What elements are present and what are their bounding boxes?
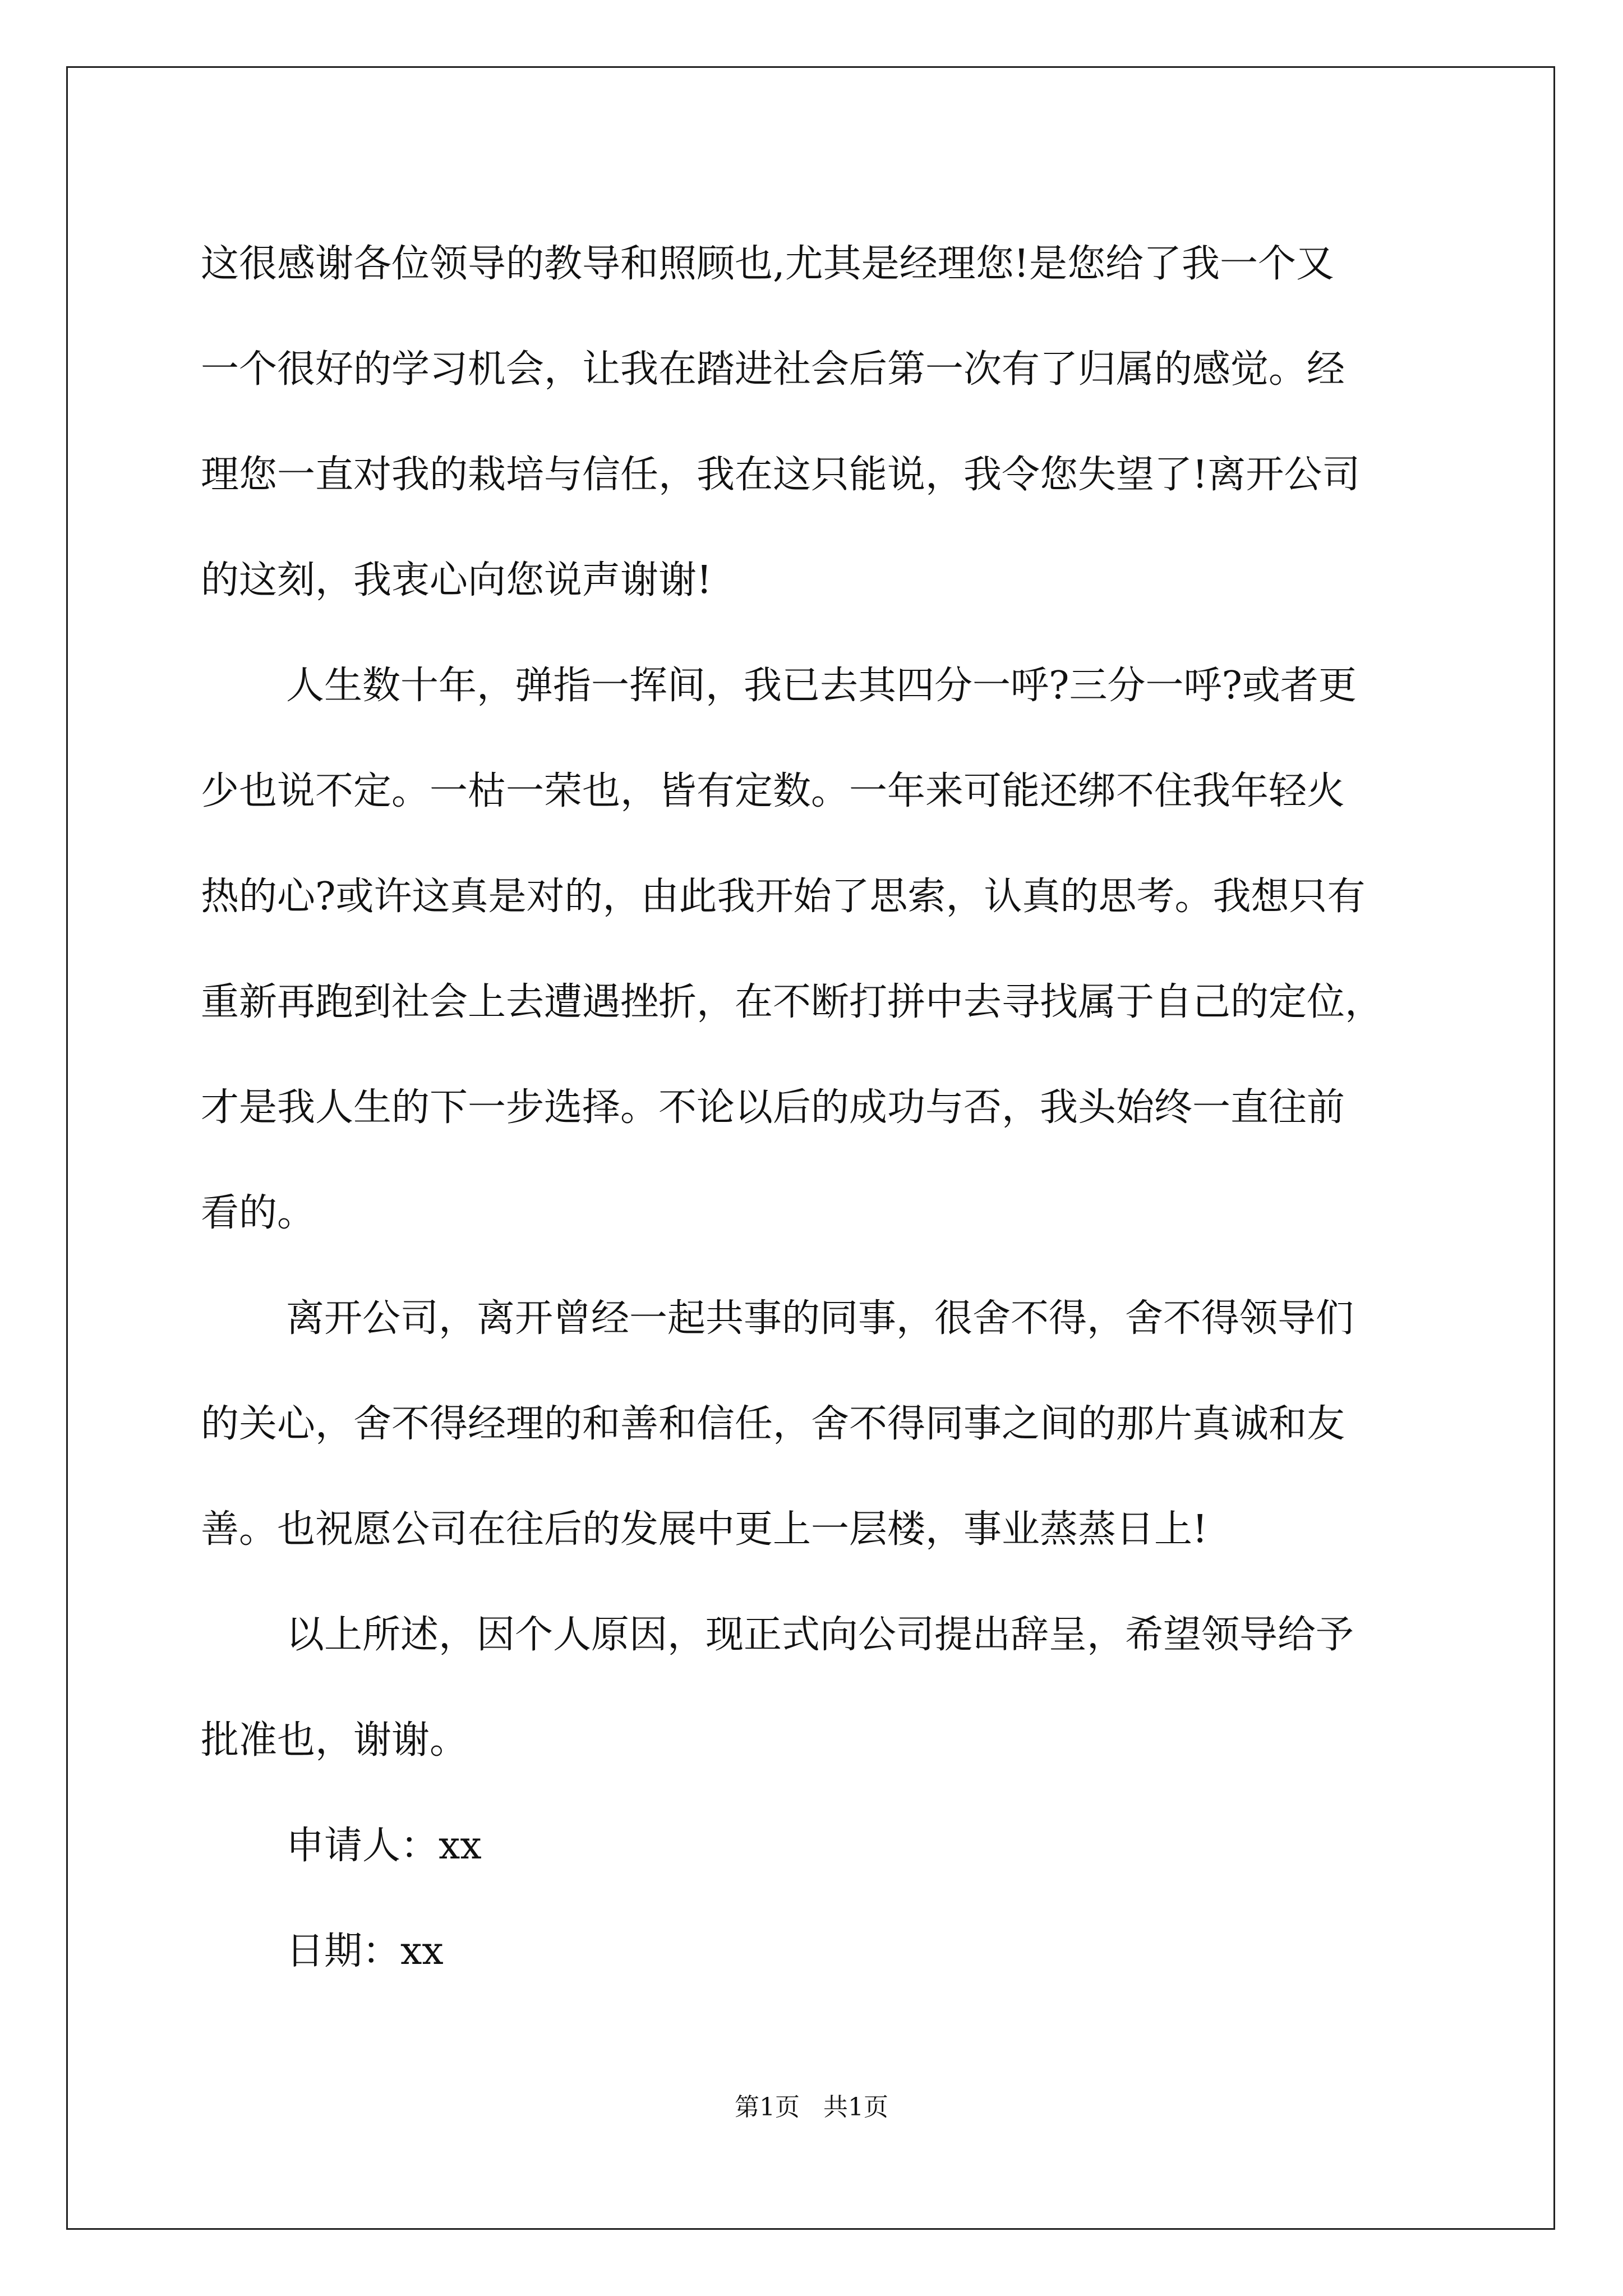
body-line: 的关心，舍不得经理的和善和信任，舍不得同事之间的那片真诚和友	[201, 1402, 1345, 1446]
body-line: 批准也，谢谢。	[201, 1718, 468, 1763]
body-line: 少也说不定。一枯一荣也，皆有定数。一年来可能还绑不住我年轻火	[201, 769, 1345, 813]
applicant-line: 申请人：xx	[286, 1824, 482, 1868]
body-line: 热的心?或许这真是对的，由此我开始了思索，认真的思考。我想只有	[201, 875, 1366, 919]
body-line: 理您一直对我的栽培与信任，我在这只能说，我令您失望了!离开公司	[201, 453, 1361, 497]
body-line: 看的。	[201, 1191, 316, 1235]
body-line: 一个很好的学习机会，让我在踏进社会后第一次有了归属的感觉。经	[201, 347, 1345, 392]
page-footer: 第1页 共1页	[735, 2093, 888, 2122]
body-line: 才是我人生的下一步选择。不论以后的成功与否，我头始终一直往前	[201, 1085, 1345, 1130]
body-line: 人生数十年，弹指一挥间，我已去其四分一呼?三分一呼?或者更	[286, 664, 1357, 708]
body-line: 这很感谢各位领导的教导和照顾也,尤其是经理您!是您给了我一个又	[201, 242, 1334, 286]
letter-body	[201, 211, 1435, 2004]
body-line: 离开公司，离开曾经一起共事的同事，很舍不得，舍不得领导们	[286, 1296, 1354, 1341]
body-line: 重新再跑到社会上去遭遇挫折，在不断打拼中去寻找属于自己的定位，	[201, 980, 1384, 1024]
date-line: 日期：xx	[286, 1929, 444, 1973]
body-line: 以上所述，因个人原因，现正式向公司提出辞呈，希望领导给予	[286, 1613, 1354, 1657]
body-line: 善。也祝愿公司在往后的发展中更上一层楼，事业蒸蒸日上!	[201, 1507, 1208, 1552]
body-line: 的这刻，我衷心向您说声谢谢!	[201, 558, 712, 602]
